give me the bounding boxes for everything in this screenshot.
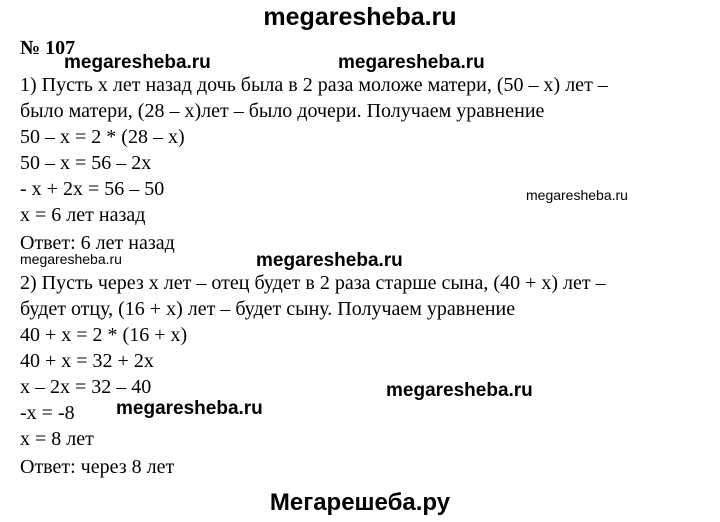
solution-line: 40 + х = 32 + 2х bbox=[20, 350, 154, 372]
watermark: megaresheba.ru bbox=[20, 251, 122, 267]
answer-line: Ответ: через 8 лет bbox=[20, 456, 175, 478]
site-header: megaresheba.ru bbox=[263, 3, 457, 31]
solution-line: х = 8 лет bbox=[20, 428, 94, 450]
watermark: megaresheba.ru bbox=[338, 52, 485, 73]
solution-line: 2) Пусть через х лет – отец будет в 2 раза старше сына, (40 + х) лет – bbox=[20, 272, 606, 294]
solution-line: - х + 2х = 56 – 50 bbox=[20, 178, 165, 200]
solution-line: х – 2х = 32 – 40 bbox=[20, 376, 152, 398]
watermark: megaresheba.ru bbox=[526, 187, 628, 203]
solution-line: х = 6 лет назад bbox=[20, 204, 146, 226]
solution-line: 40 + х = 2 * (16 + х) bbox=[20, 324, 188, 346]
watermark: megaresheba.ru bbox=[64, 52, 211, 73]
solution-line: было матери, (28 – х)лет – было дочери. Получаем уравнение bbox=[20, 100, 545, 122]
watermark: megaresheba.ru bbox=[116, 398, 263, 419]
solution-line: 50 – х = 56 – 2х bbox=[20, 152, 152, 174]
answer-line: Ответ: 6 лет назад bbox=[20, 232, 175, 254]
site-footer: Мегарешеба.ру bbox=[269, 489, 451, 516]
solution-line: будет отцу, (16 + х) лет – будет сыну. Получаем уравнение bbox=[20, 298, 516, 320]
solution-line: 50 – х = 2 * (28 – х) bbox=[20, 126, 185, 148]
watermark: megaresheba.ru bbox=[256, 250, 403, 271]
watermark: megaresheba.ru bbox=[386, 380, 533, 401]
solution-line: 1) Пусть х лет назад дочь была в 2 раза моложе матери, (50 – х) лет – bbox=[20, 74, 608, 96]
solution-line: -х = -8 bbox=[20, 402, 75, 424]
problem-number: № 107 bbox=[20, 37, 76, 59]
